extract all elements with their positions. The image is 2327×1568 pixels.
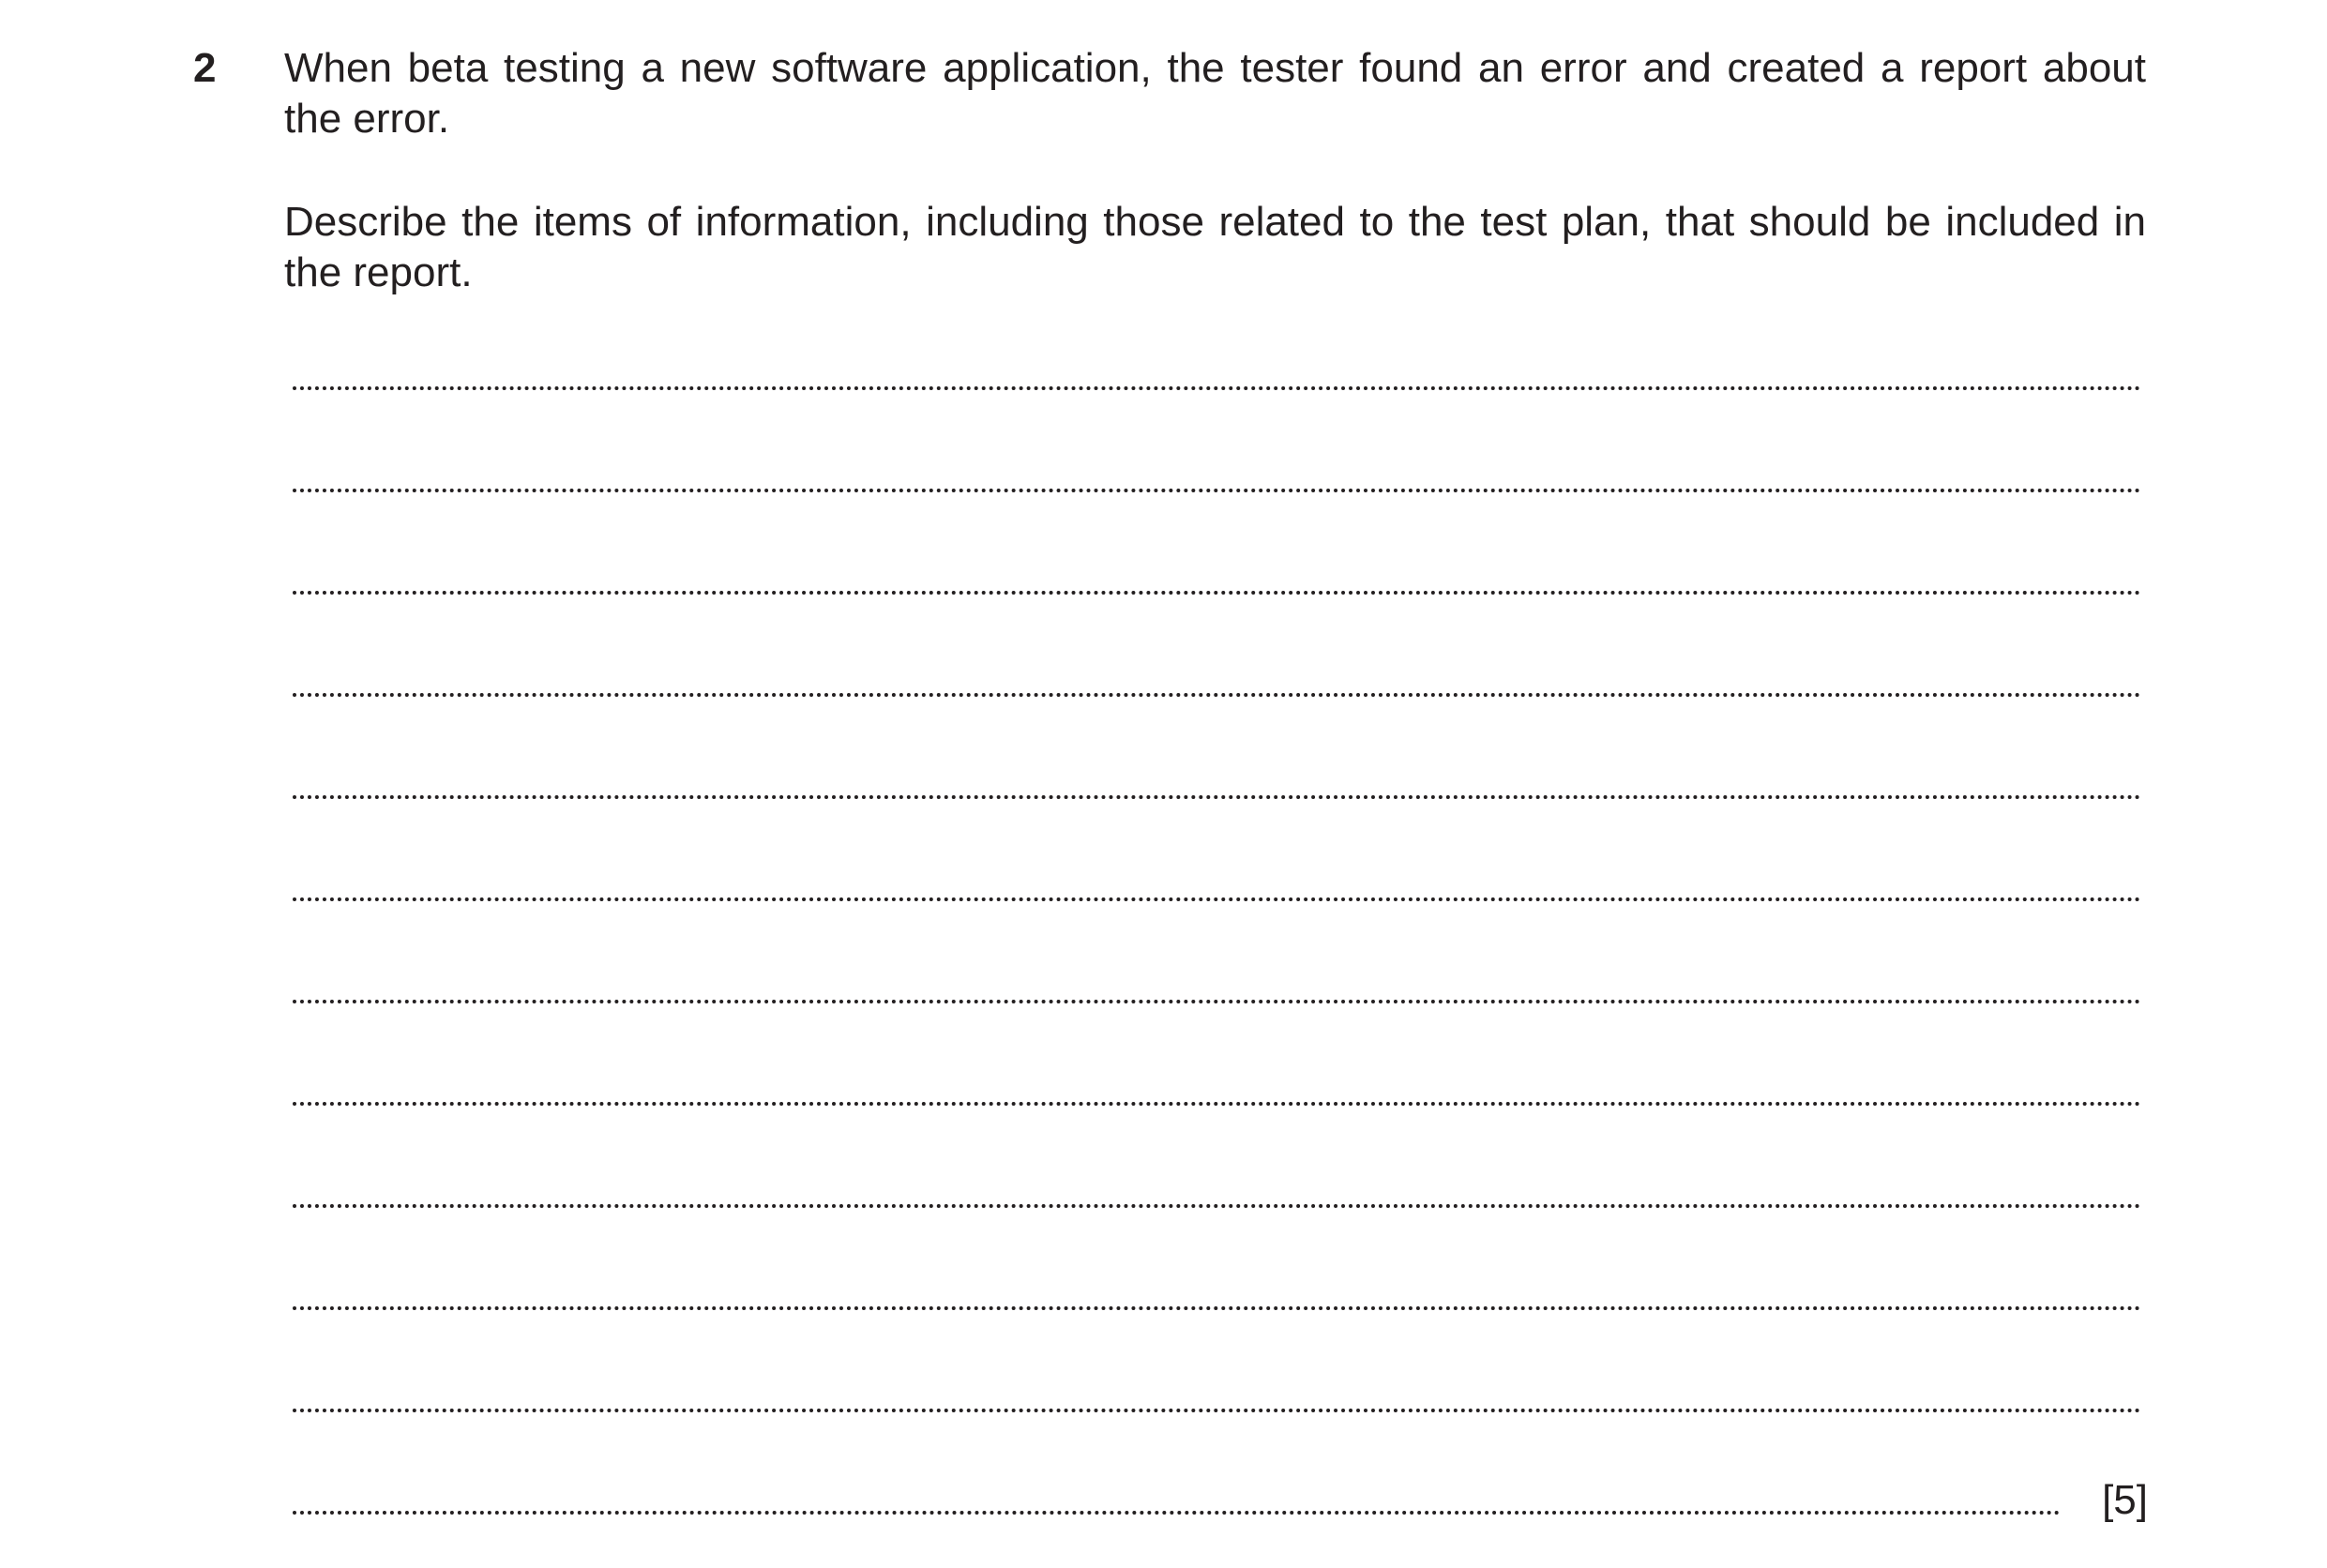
answer-line[interactable] (293, 1511, 2061, 1515)
marks-label: [5] (2102, 1477, 2148, 1523)
question-number: 2 (193, 45, 217, 91)
answer-line[interactable] (293, 897, 2141, 901)
answer-line[interactable] (293, 1000, 2141, 1003)
answer-line[interactable] (293, 1409, 2141, 1412)
answer-line[interactable] (293, 489, 2141, 492)
question-stem: When beta testing a new software application, the tester found an error and created a report about the error. (284, 45, 2146, 142)
answer-line[interactable] (293, 1306, 2141, 1310)
answer-line[interactable] (293, 386, 2141, 390)
answer-line[interactable] (293, 1102, 2141, 1106)
answer-line[interactable] (293, 591, 2141, 595)
answer-line[interactable] (293, 795, 2141, 799)
answer-line[interactable] (293, 1204, 2141, 1208)
answer-line[interactable] (293, 693, 2141, 697)
question-instruction: Describe the items of information, including those related to the test plan, that should be included in the report. (284, 199, 2146, 295)
